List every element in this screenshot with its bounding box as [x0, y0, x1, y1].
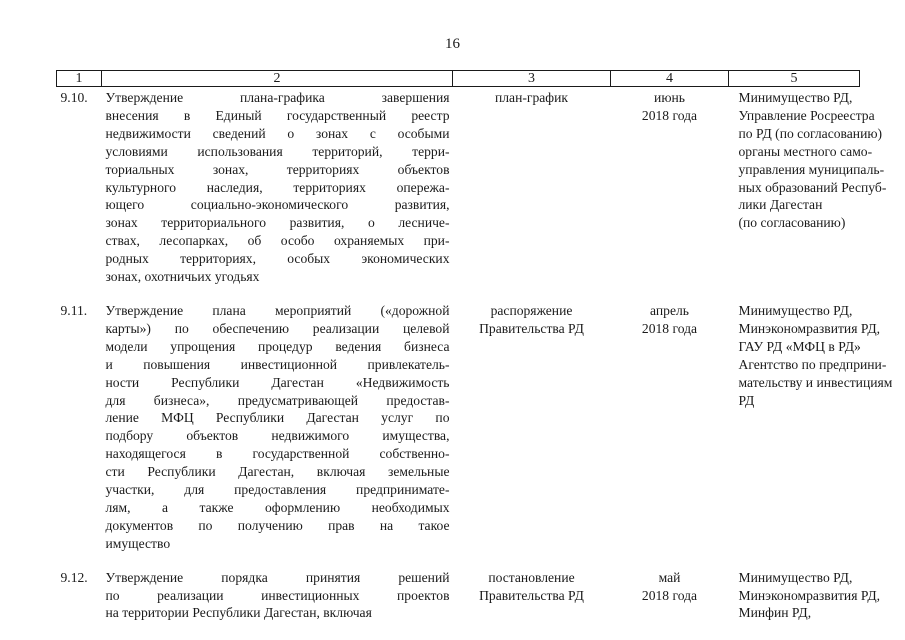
document-type [453, 300, 611, 553]
responsible-parties-line: Минэкономразвития РД, [738, 587, 881, 603]
item-description-line: находящегося в государственной собственно- [105, 446, 450, 462]
item-description-line: по реализации инвестиционных проектов [105, 587, 450, 603]
deadline [611, 300, 729, 553]
item-description-line: Утверждение плана-графика завершения [105, 90, 450, 105]
document-type-line: план-график [495, 90, 568, 105]
table-row [57, 567, 860, 623]
document-type-line: Правительства РД [479, 587, 584, 603]
column-header: 5 [729, 71, 860, 87]
item-description-line: и повышения инвестиционной привлекатель- [105, 356, 450, 372]
item-description-line: Утверждение плана мероприятий («дорожной [105, 302, 450, 318]
deadline-line: апрель [650, 302, 689, 318]
item-description [102, 567, 453, 623]
row-spacer [57, 286, 860, 300]
item-number: 9.10. [60, 90, 88, 105]
deadline [611, 87, 729, 286]
document-table [56, 70, 893, 622]
item-description-line: ющего социально-экономического развития, [105, 197, 450, 213]
item-description [102, 87, 453, 286]
column-header: 3 [453, 71, 611, 87]
document-type [453, 567, 611, 623]
responsible-parties-line: управления муниципаль- [738, 161, 885, 177]
item-description-line: Утверждение порядка принятия решений [105, 569, 450, 585]
item-description-line: культурного наследия, территориях опережа- [105, 179, 450, 195]
item-description-line: для бизнеса», предусматривающей предостав- [105, 392, 450, 408]
responsible-parties-line: мательству и инвестициям [738, 374, 893, 390]
column-header: 1 [57, 71, 102, 87]
table-row [57, 87, 860, 286]
item-description-line: ности Республики Дагестан «Недвижимость [105, 374, 450, 390]
column-header: 2 [102, 71, 453, 87]
item-description-line: сти Республики Дагестан, включая земельные [105, 464, 450, 480]
responsible-parties-line: ГАУ РД «МФЦ в РД» [738, 338, 861, 354]
deadline [611, 567, 729, 623]
responsible-parties-line: Минимущество РД, [738, 302, 853, 318]
responsible-parties-line: Минимущество РД, [738, 90, 853, 105]
responsible-parties [729, 567, 881, 623]
item-description-line: подбору объектов недвижимого имущества, [105, 428, 450, 444]
deadline-line: июнь [654, 90, 685, 105]
item-description-line: условиями использования территорий, терри- [105, 143, 450, 159]
deadline-line: 2018 года [641, 587, 698, 603]
responsible-parties-line: ных образований Респуб- [738, 179, 887, 195]
responsible-parties-line: по РД (по согласованию) [738, 125, 883, 141]
item-description-line: внесения в Единый государственный реестр [105, 107, 450, 123]
item-description-line: недвижимости сведений о зонах с особыми [105, 125, 450, 141]
document-type-line: распоряжение [490, 302, 573, 318]
deadline-line: 2018 года [641, 107, 698, 123]
responsible-parties-line: Минфин РД, [738, 605, 812, 621]
document-type-line: Правительства РД [479, 320, 584, 336]
responsible-parties-line: Минэкономразвития РД, [738, 320, 881, 336]
item-description-line: модели упрощения процедур ведения бизнеса [105, 338, 450, 354]
responsible-parties [729, 87, 887, 286]
responsible-parties-line: Управление Росреестра [738, 107, 875, 123]
item-number: 9.11. [60, 302, 88, 318]
responsible-parties [729, 300, 893, 553]
column-header: 4 [611, 71, 729, 87]
item-description-line: лям, а также оформлению необходимых [105, 499, 450, 515]
document-type [453, 87, 611, 286]
row-spacer [57, 553, 860, 567]
item-description-line: ление МФЦ Республики Дагестан услуг по [105, 410, 450, 426]
responsible-parties-line: органы местного само- [738, 143, 873, 159]
deadline-line: май [658, 569, 681, 585]
item-description-line: документов по получению прав на такое [105, 517, 450, 533]
responsible-parties-line: лики Дагестан [738, 197, 823, 213]
item-description-line: зонах территориального развития, о лесниче- [105, 215, 450, 231]
table-row [57, 300, 860, 553]
item-description-line: на территории Республики Дагестан, включая [105, 605, 372, 621]
responsible-parties-line: РД [738, 392, 755, 408]
item-description [102, 300, 453, 553]
item-description-line: родных территориях, особых экономических [105, 251, 450, 267]
document-type-line: постановление [488, 569, 575, 585]
item-description-line: ствах, лесопарках, об особо охраняемых при- [105, 233, 450, 249]
responsible-parties-line: Минимущество РД, [738, 569, 853, 585]
item-description-line: имущество [105, 535, 171, 551]
deadline-line: 2018 года [641, 320, 698, 336]
responsible-parties-line: Агентство по предприни- [738, 356, 887, 372]
item-description-line: зонах, охотничьих угодьях [105, 269, 260, 285]
item-number: 9.12. [60, 569, 88, 585]
table-header-row [57, 71, 860, 87]
item-description-line: карты») по обеспечению реализации целевой [105, 320, 450, 336]
item-description-line: участки, для предоставления предпринимате- [105, 482, 450, 498]
page-number: 16 [445, 36, 460, 52]
item-description-line: ториальных зонах, территориях объектов [105, 161, 450, 177]
responsible-parties-line: (по согласованию) [738, 215, 846, 231]
